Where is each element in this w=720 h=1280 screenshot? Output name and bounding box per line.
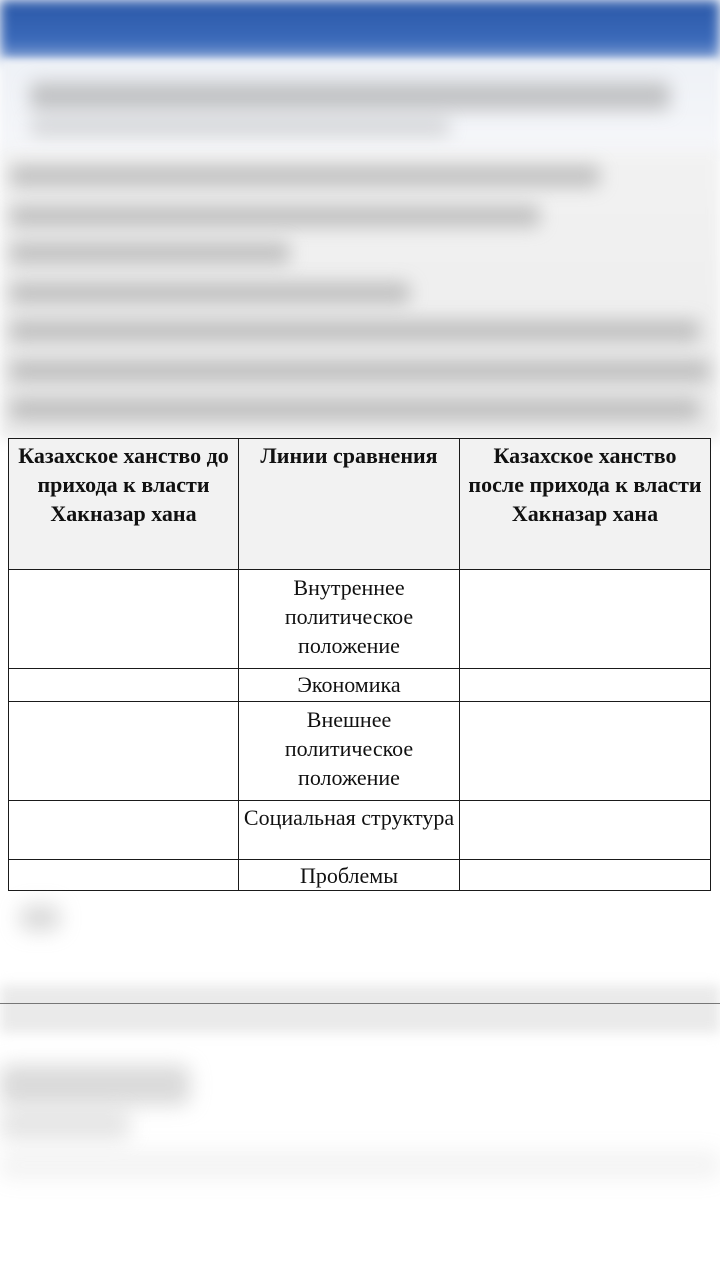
blurred-text-line (30, 82, 670, 110)
table-row (9, 669, 711, 702)
cell-comparison-line: Социальная структура (239, 801, 460, 860)
cell-before[interactable] (9, 860, 239, 891)
cell-comparison-line: Проблемы (239, 860, 460, 891)
blurred-subheader (0, 60, 720, 160)
blurred-header-bar (0, 0, 720, 62)
cell-before[interactable] (9, 702, 239, 801)
header-after-khan: Казахское ханство после прихода к власти Хакназар хана (460, 439, 711, 570)
blurred-text-line (30, 118, 450, 136)
table-row (9, 860, 711, 891)
cell-after[interactable] (460, 860, 711, 891)
blurred-text-line (10, 360, 710, 382)
cell-before[interactable] (9, 801, 239, 860)
table-row (9, 570, 711, 669)
blurred-text-block (0, 1065, 190, 1105)
blurred-text-block (0, 1150, 720, 1180)
cell-after[interactable] (460, 801, 711, 860)
blurred-text-line (10, 242, 290, 264)
header-before-khan: Казахское ханство до прихода к власти Хакназар хана (9, 439, 239, 570)
cell-after[interactable] (460, 570, 711, 669)
cell-comparison-line: Внутреннее политическое положение (239, 570, 460, 669)
blurred-text-line (10, 205, 540, 227)
blurred-mark (20, 905, 60, 931)
blurred-text-line (10, 282, 410, 304)
cell-after[interactable] (460, 702, 711, 801)
comparison-table (8, 438, 711, 891)
cell-before[interactable] (9, 570, 239, 669)
blurred-text-block (0, 1110, 130, 1140)
divider (0, 1003, 720, 1004)
table-header-row (9, 439, 711, 570)
cell-comparison-line: Внешнее политическое положение (239, 702, 460, 801)
blurred-text-line (10, 320, 700, 342)
blurred-text-line (10, 398, 700, 420)
table-row (9, 702, 711, 801)
cell-after[interactable] (460, 669, 711, 702)
table-row (9, 801, 711, 860)
blurred-footer-band (0, 985, 720, 1033)
blurred-text-line (10, 165, 600, 187)
cell-comparison-line: Экономика (239, 669, 460, 702)
cell-before[interactable] (9, 669, 239, 702)
header-comparison-lines: Линии сравнения (239, 439, 460, 570)
